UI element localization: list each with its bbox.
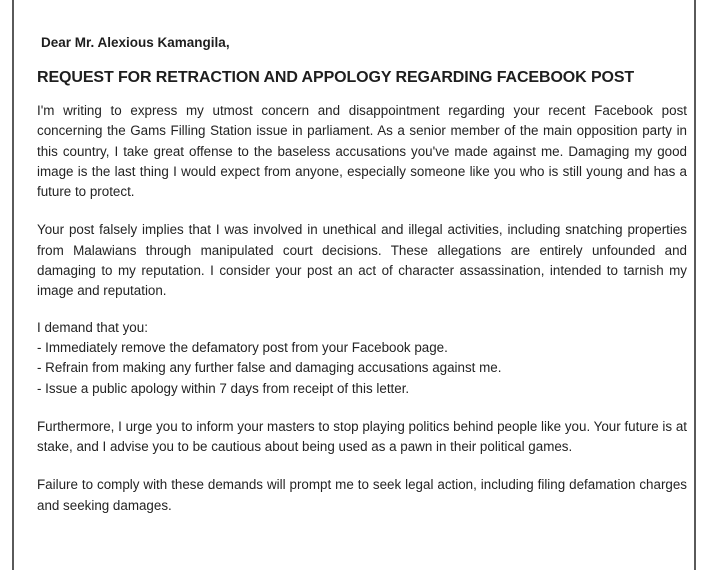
- demand-list: [37, 338, 687, 399]
- demand-item: - Refrain from making any further false and damaging accusations against me.: [37, 360, 502, 376]
- demand-intro: I demand that you:: [37, 319, 148, 335]
- demand-item: - Issue a public apology within 7 days from receipt of this letter.: [37, 380, 410, 396]
- left-border-line: [12, 0, 14, 570]
- paragraph-warning: Furthermore, I urge you to inform your masters to stop playing politics behind people like you. Your future is at stake, and I advise you to be cautious about being used as a pawn in their political games.: [37, 418, 687, 455]
- salutation: Dear Mr. Alexious Kamangila,: [41, 35, 230, 50]
- paragraph-concern: I'm writing to express my utmost concern and disappointment regarding your recent Facebook post concerning the Gams Filling Station issue in parliament. As a senior member of the main opposition party in this country, I take great offense to the baseless accusations you've made against me. Damaging my good image is the last thing I would expect from anyone, especially someone like you who is still young and has a future to protect.: [37, 103, 687, 200]
- letter-body: [37, 28, 687, 516]
- right-border-line: [694, 0, 696, 570]
- subject-heading: REQUEST FOR RETRACTION AND APPOLOGY REGARDING FACEBOOK POST: [37, 69, 635, 86]
- demand-item: - Immediately remove the defamatory post from your Facebook page.: [37, 339, 448, 355]
- paragraph-allegations: Your post falsely implies that I was involved in unethical and illegal activities, including snatching properties from Malawians through manipulated court decisions. These allegations are entirely unfounded and damaging to my reputation. I consider your post an act of character assassination, intended to tarnish my image and reputation.: [37, 222, 687, 299]
- paragraph-legal-action: Failure to comply with these demands will prompt me to seek legal action, including filing defamation charges and seeking damages.: [37, 477, 687, 513]
